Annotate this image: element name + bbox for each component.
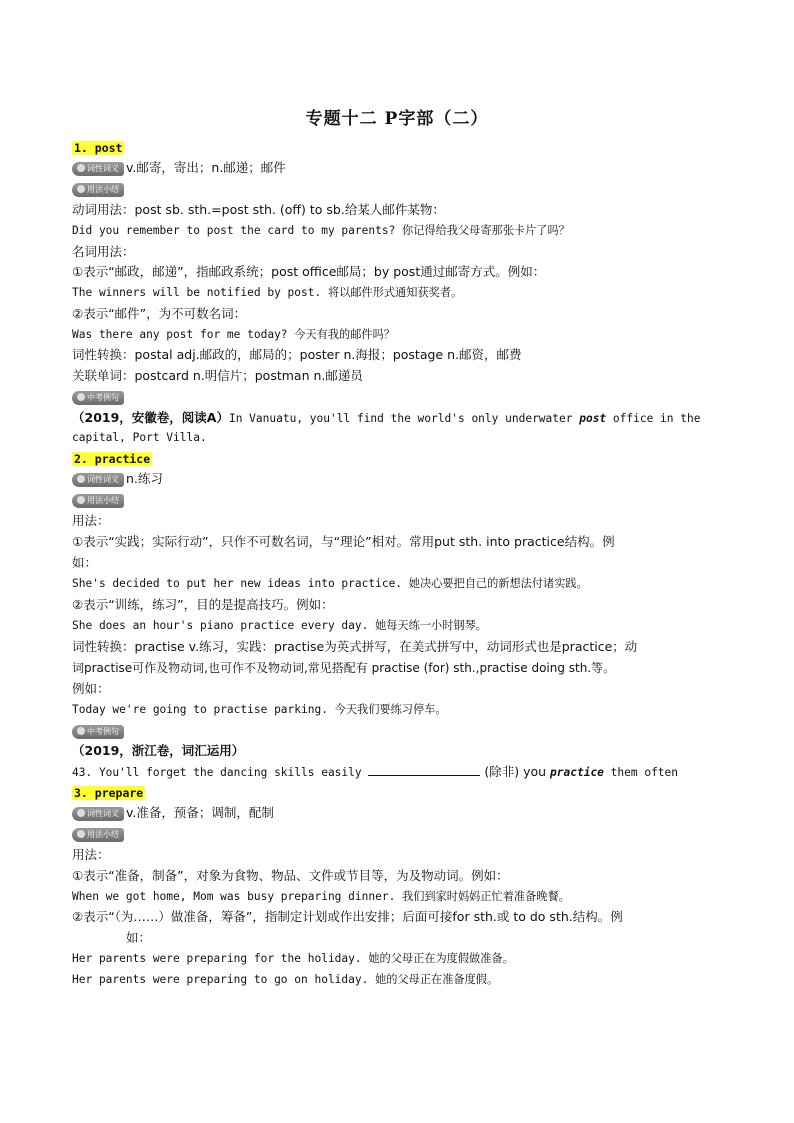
badge-zhongkao: 中考例句 [72,391,124,405]
badge-yongfa: 用法小结 [72,183,124,197]
meaning-row-post [72,159,286,177]
section-head-prepare [72,784,145,802]
meaning-text: v.准备，预备；调制，配制 [126,805,274,820]
text-line: 词性转换：practise v.练习，实践：practise为英式拼写，在美式拼写中，动词形式也是practice；动 [72,639,638,654]
meaning-text: n.练习 [126,471,163,486]
example-line: She does an hour's piano practice every day. 她每天练一小时钢琴。 [72,619,487,632]
text-line: ①表示“准备，制备”，对象为食物、物品、文件或节目等，为及物动词。例如： [72,868,509,883]
example-line: The winners will be notified by post. 将以邮件形式通知获奖者。 [72,286,463,299]
text-line: ②表示“训练，练习”，目的是提高技巧。例如： [72,597,334,612]
badge-yongfa: 用法小结 [72,828,124,842]
text-line: 关联单词：postcard n.明信片；postman n.邮递员 [72,368,363,383]
text-line: 词性转换：postal adj.邮政的，邮局的；poster n.海报；postage n.邮资，邮费 [72,347,522,362]
example-line: Was there any post for me today? 今天有我的邮件吗？ [72,328,395,341]
exam-source: （2019，浙江卷，词汇运用） [72,743,245,758]
exam-example-cont: capital, Port Villa. [72,431,207,444]
exam-example: （2019，安徽卷，阅读A）In Vanuatu, you'll find the world's only underwater post office in the [72,410,701,425]
text-line: ①表示“实践；实际行动”，只作不可数名词，与“理论”相对。常用put sth. into practice结构。例 [72,534,615,549]
text-line: ②表示“（为……）做准备，筹备”，指制定计划或作出安排；后面可接for sth.或 to do sth.结构。例 [72,909,623,924]
example-line: When we got home, Mom was busy preparing dinner. 我们到家时妈妈正忙着准备晚餐。 [72,890,570,903]
badge-yongfa: 用法小结 [72,494,124,508]
text-line: 名词用法： [72,244,135,259]
answer-blank[interactable] [368,765,480,776]
usage-badge-row [72,180,126,198]
text-line: 用法： [72,847,110,862]
example-line: Did you remember to post the card to my parents? 你记得给我父母寄那张卡片了吗？ [72,224,570,237]
exam-badge-row [72,722,126,740]
text-line: 动词用法：post sb. sth.=post sth. (off) to sb.给某人邮件某物： [72,202,445,217]
text-line: 如： [126,930,152,945]
entry-word-practice: 2. practice [74,452,151,466]
usage-badge-row [72,825,126,843]
example-line: Today we're going to practise parking. 今天我们要练习停车。 [72,703,447,716]
badge-cixing: 词性词义 [72,162,124,176]
text-line: 如： [72,555,98,570]
entry-word-prepare: 3. prepare [74,786,144,800]
usage-badge-row [72,491,126,509]
exam-question: 43. You'll forget the dancing skills easily (除非) you practice them often [72,764,679,779]
text-line: ②表示“邮件”，为不可数名词： [72,306,247,321]
section-head-post [72,139,124,157]
example-line: Her parents were preparing to go on holiday. 她的父母正在准备度假。 [72,973,499,986]
exam-badge-row [72,388,126,406]
example-line: Her parents were preparing for the holiday. 她的父母正在为度假做准备。 [72,952,514,965]
badge-cixing: 词性词义 [72,807,124,821]
section-head-practice [72,450,152,468]
text-line: ①表示“邮政，邮递”，指邮政系统；post office邮局；by post通过邮寄方式。例如： [72,264,546,279]
page-title: 专题十二 P字部（二） [305,109,489,129]
text-line: 例如： [72,681,110,696]
entry-word-post: 1. post [74,141,123,155]
meaning-row-practice [72,470,163,488]
meaning-row-prepare [72,804,274,822]
meaning-text: v.邮寄，寄出；n.邮递；邮件 [126,160,286,175]
text-line: 用法： [72,513,110,528]
example-line: She's decided to put her new ideas into practice. 她决心要把自己的新想法付诸实践。 [72,577,588,590]
badge-zhongkao: 中考例句 [72,725,124,739]
badge-cixing: 词性词义 [72,473,124,487]
text-line: 词practise可作及物动词,也可作不及物动词,常见搭配有 practise (for) sth.,practise doing sth.等。 [72,661,616,675]
